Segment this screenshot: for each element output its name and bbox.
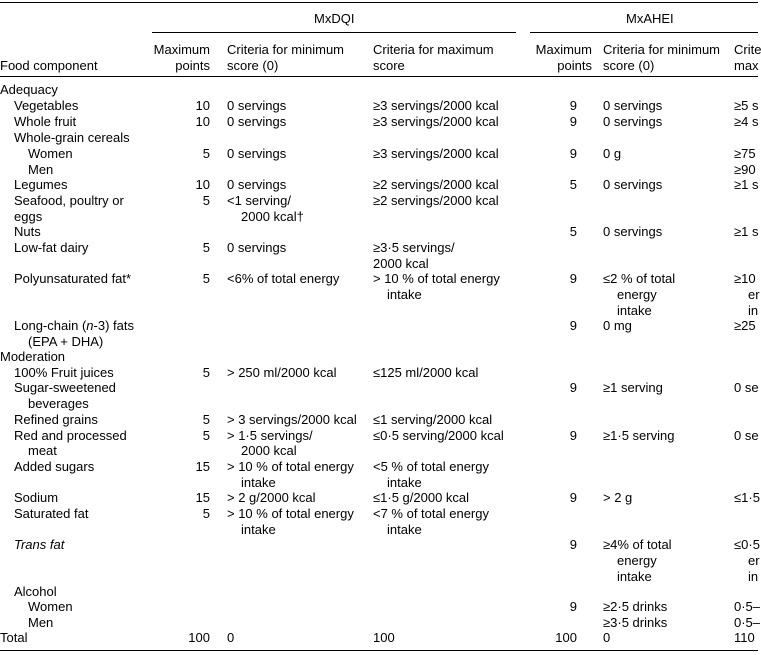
row-pufa-dqi-pts: 5: [202, 271, 210, 286]
row-whole-fruit-name: Whole fruit: [14, 114, 77, 129]
row-redmeat-dqi-min-2: 2000 kcal: [241, 443, 297, 458]
header-ahei-max-2: max: [734, 58, 759, 73]
row-nuts-ahei-min: 0 servings: [603, 224, 663, 239]
section-adequacy: Adequacy: [0, 82, 58, 97]
header-dqi-max-1: Criteria for maximum: [373, 42, 494, 57]
row-legumes-dqi-pts: 10: [195, 177, 210, 192]
row-legumes-ahei-min: 0 servings: [603, 177, 663, 192]
row-fruit-juice-dqi-min: > 250 ml/2000 kcal: [227, 365, 337, 380]
row-added-sugar-name: Added sugars: [14, 459, 95, 474]
row-lowfat-dairy-name: Low-fat dairy: [14, 240, 89, 255]
row-ssb-ahei-max: 0 se: [734, 380, 759, 395]
row-seafood-name-2: eggs: [14, 209, 43, 224]
row-refined-name: Refined grains: [14, 412, 98, 427]
row-wg-women-name: Women: [28, 146, 73, 161]
row-legumes-name: Legumes: [14, 177, 68, 192]
row-alc-women-ahei-max: 0·5–: [734, 599, 761, 614]
row-wg-women-dqi-min: 0 servings: [227, 146, 287, 161]
row-transfat-ahei-max-3: in: [748, 569, 759, 584]
row-legumes-ahei-pts: 5: [569, 177, 577, 192]
row-wg-women-ahei-max: ≥75: [734, 146, 756, 161]
row-total-dqi-pts: 100: [188, 630, 210, 645]
row-sodium-name: Sodium: [14, 490, 59, 505]
group-rule-mxdqi: [152, 32, 516, 33]
row-vegetables-ahei-max: ≥5 s: [734, 98, 759, 113]
row-seafood-dqi-min-1: <1 serving/: [227, 193, 291, 208]
group-header-mxahei: MxAHEI: [626, 11, 674, 26]
row-nuts-ahei-max: ≥1 s: [734, 224, 759, 239]
row-lowfat-dairy-dqi-max-1: ≥3·5 servings/: [373, 240, 455, 255]
row-sodium-dqi-min: > 2 g/2000 kcal: [227, 490, 316, 505]
row-redmeat-dqi-min-1: > 1·5 servings/: [227, 428, 313, 443]
header-dqi-max-2: score: [373, 58, 405, 73]
row-satfat-dqi-min-2: intake: [241, 522, 276, 537]
row-total-ahei-min: 0: [603, 630, 611, 645]
row-refined-dqi-max: ≤1 serving/2000 kcal: [373, 412, 493, 427]
row-vegetables-ahei-min: 0 servings: [603, 98, 663, 113]
row-wg-women-dqi-max: ≥3 servings/2000 kcal: [373, 146, 499, 161]
row-redmeat-ahei-min: ≥1·5 serving: [603, 428, 675, 443]
row-longchain-ahei-pts: 9: [569, 318, 577, 333]
row-pufa-ahei-max-1: ≥10: [734, 271, 756, 286]
row-whole-grain-name: Whole-grain cereals: [14, 130, 130, 145]
header-ahei-min-2: score (0): [603, 58, 655, 73]
row-redmeat-name-2: meat: [28, 443, 57, 458]
row-pufa-ahei-min-3: intake: [617, 303, 652, 318]
row-added-sugar-dqi-max-2: intake: [387, 475, 422, 490]
row-added-sugar-dqi-pts: 15: [195, 459, 210, 474]
row-vegetables-ahei-pts: 9: [569, 98, 577, 113]
header-dqi-min-1: Criteria for minimum: [227, 42, 345, 57]
row-satfat-dqi-max-2: intake: [387, 522, 422, 537]
row-seafood-dqi-pts: 5: [202, 193, 210, 208]
row-pufa-dqi-max-2: intake: [387, 287, 422, 302]
header-food-component: Food component: [0, 58, 98, 73]
row-transfat-ahei-max-1: ≤0·5: [734, 537, 760, 552]
row-vegetables-name: Vegetables: [14, 98, 79, 113]
row-total-name: Total: [0, 630, 28, 645]
row-legumes-ahei-max: ≥1 s: [734, 177, 759, 192]
row-longchain-name-italic: n: [86, 318, 94, 333]
row-lowfat-dairy-dqi-pts: 5: [202, 240, 210, 255]
row-longchain-name-2: (EPA + DHA): [28, 334, 104, 349]
row-satfat-dqi-pts: 5: [202, 506, 210, 521]
row-whole-fruit-ahei-max: ≥4 s: [734, 114, 759, 129]
row-whole-fruit-dqi-min: 0 servings: [227, 114, 287, 129]
row-longchain-name-pre: Long-chain (: [14, 318, 87, 333]
row-total-ahei-pts: 100: [555, 630, 577, 645]
row-alcohol-name: Alcohol: [14, 584, 57, 599]
header-dqi-max-points-1: Maximum: [153, 42, 210, 57]
header-rule: [0, 76, 758, 77]
row-pufa-ahei-min-2: energy: [617, 287, 657, 302]
row-ssb-ahei-min: ≥1 serving: [603, 380, 663, 395]
row-wg-women-dqi-pts: 5: [202, 146, 210, 161]
row-wg-men-ahei-max: ≥90: [734, 162, 756, 177]
row-vegetables-dqi-max: ≥3 servings/2000 kcal: [373, 98, 499, 113]
row-longchain-name-post: -3) fats: [93, 318, 134, 333]
row-total-dqi-min: 0: [227, 630, 235, 645]
row-redmeat-dqi-pts: 5: [202, 428, 210, 443]
row-refined-dqi-pts: 5: [202, 412, 210, 427]
row-longchain-name-1: [14, 318, 134, 334]
header-dqi-min-2: score (0): [227, 58, 279, 73]
row-pufa-dqi-max-1: > 10 % of total energy: [373, 271, 500, 286]
row-seafood-dqi-min-2: 2000 kcal†: [241, 209, 304, 224]
row-alc-women-ahei-min: ≥2·5 drinks: [603, 599, 668, 614]
row-pufa-ahei-max-2: er: [748, 287, 760, 302]
group-header-mxdqi: MxDQI: [314, 11, 355, 26]
row-transfat-ahei-min-1: ≥4% of total: [603, 537, 672, 552]
row-longchain-ahei-max: ≥25: [734, 318, 756, 333]
section-moderation: Moderation: [0, 349, 66, 364]
row-ssb-name-2: beverages: [28, 396, 89, 411]
row-legumes-dqi-min: 0 servings: [227, 177, 287, 192]
row-fruit-juice-dqi-pts: 5: [202, 365, 210, 380]
row-whole-fruit-ahei-min: 0 servings: [603, 114, 663, 129]
row-pufa-name: Polyunsaturated fat*: [14, 271, 132, 286]
row-alc-women-name: Women: [28, 599, 73, 614]
row-seafood-dqi-max: ≥2 servings/2000 kcal: [373, 193, 499, 208]
row-sodium-ahei-min: > 2 g: [603, 490, 633, 505]
header-ahei-max-points-1: Maximum: [535, 42, 592, 57]
bottom-rule: [0, 650, 758, 651]
header-dqi-max-points-2: points: [175, 58, 210, 73]
group-rule-mxahei: [530, 32, 758, 33]
row-transfat-ahei-min-2: energy: [617, 553, 657, 568]
row-nuts-name: Nuts: [14, 224, 41, 239]
row-transfat-ahei-min-3: intake: [617, 569, 652, 584]
row-wg-men-name: Men: [28, 162, 54, 177]
row-longchain-ahei-min: 0 mg: [603, 318, 632, 333]
top-rule: [0, 2, 758, 3]
row-seafood-name-1: Seafood, poultry or: [14, 193, 124, 208]
row-ssb-name-1: Sugar-sweetened: [14, 380, 116, 395]
header-ahei-max-1: Crite: [734, 42, 761, 57]
row-redmeat-dqi-max: ≤0·5 serving/2000 kcal: [373, 428, 504, 443]
row-legumes-dqi-max: ≥2 servings/2000 kcal: [373, 177, 499, 192]
row-pufa-ahei-min-1: ≤2 % of total: [603, 271, 676, 286]
row-added-sugar-dqi-min-1: > 10 % of total energy: [227, 459, 354, 474]
row-transfat-name: [14, 537, 64, 553]
row-transfat-ahei-pts: 9: [569, 537, 577, 552]
row-pufa-dqi-min: <6% of total energy: [227, 271, 340, 286]
row-refined-dqi-min: > 3 servings/2000 kcal: [227, 412, 357, 427]
row-whole-fruit-dqi-pts: 10: [195, 114, 210, 129]
row-whole-fruit-dqi-max: ≥3 servings/2000 kcal: [373, 114, 499, 129]
row-transfat-name-italic: Trans fat: [14, 537, 65, 552]
row-wg-women-ahei-min: 0 g: [603, 146, 622, 161]
row-nuts-ahei-pts: 5: [569, 224, 577, 239]
row-lowfat-dairy-dqi-max-2: 2000 kcal: [373, 256, 429, 271]
row-vegetables-dqi-min: 0 servings: [227, 98, 287, 113]
row-total-ahei-max: 110: [734, 630, 755, 645]
row-fruit-juice-dqi-max: ≤125 ml/2000 kcal: [373, 365, 479, 380]
row-whole-fruit-ahei-pts: 9: [569, 114, 577, 129]
row-fruit-juice-name: 100% Fruit juices: [14, 365, 114, 380]
row-wg-women-ahei-pts: 9: [569, 146, 577, 161]
header-ahei-min-1: Criteria for minimum: [603, 42, 721, 57]
row-alc-men-ahei-max: 0·5–: [734, 615, 761, 630]
row-alc-men-ahei-min: ≥3·5 drinks: [603, 615, 668, 630]
row-ssb-ahei-pts: 9: [569, 380, 577, 395]
row-satfat-dqi-min-1: > 10 % of total energy: [227, 506, 354, 521]
row-sodium-ahei-pts: 9: [569, 490, 577, 505]
row-redmeat-ahei-max: 0 se: [734, 428, 759, 443]
row-satfat-dqi-max-1: <7 % of total energy: [373, 506, 489, 521]
row-alc-men-name: Men: [28, 615, 54, 630]
header-ahei-max-points-2: points: [557, 58, 592, 73]
row-sodium-dqi-max: ≤1·5 g/2000 kcal: [373, 490, 470, 505]
row-lowfat-dairy-dqi-min: 0 servings: [227, 240, 287, 255]
row-total-dqi-max: 100: [373, 630, 395, 645]
row-sodium-ahei-max: ≤1·5: [734, 490, 760, 505]
row-satfat-name: Saturated fat: [14, 506, 89, 521]
row-added-sugar-dqi-min-2: intake: [241, 475, 276, 490]
row-added-sugar-dqi-max-1: <5 % of total energy: [373, 459, 489, 474]
row-sodium-dqi-pts: 15: [195, 490, 210, 505]
row-transfat-ahei-max-2: er: [748, 553, 760, 568]
row-pufa-ahei-max-3: in: [748, 303, 759, 318]
row-redmeat-name-1: Red and processed: [14, 428, 127, 443]
row-alc-women-ahei-pts: 9: [569, 599, 577, 614]
row-pufa-ahei-pts: 9: [569, 271, 577, 286]
row-redmeat-ahei-pts: 9: [569, 428, 577, 443]
row-vegetables-dqi-pts: 10: [195, 98, 210, 113]
